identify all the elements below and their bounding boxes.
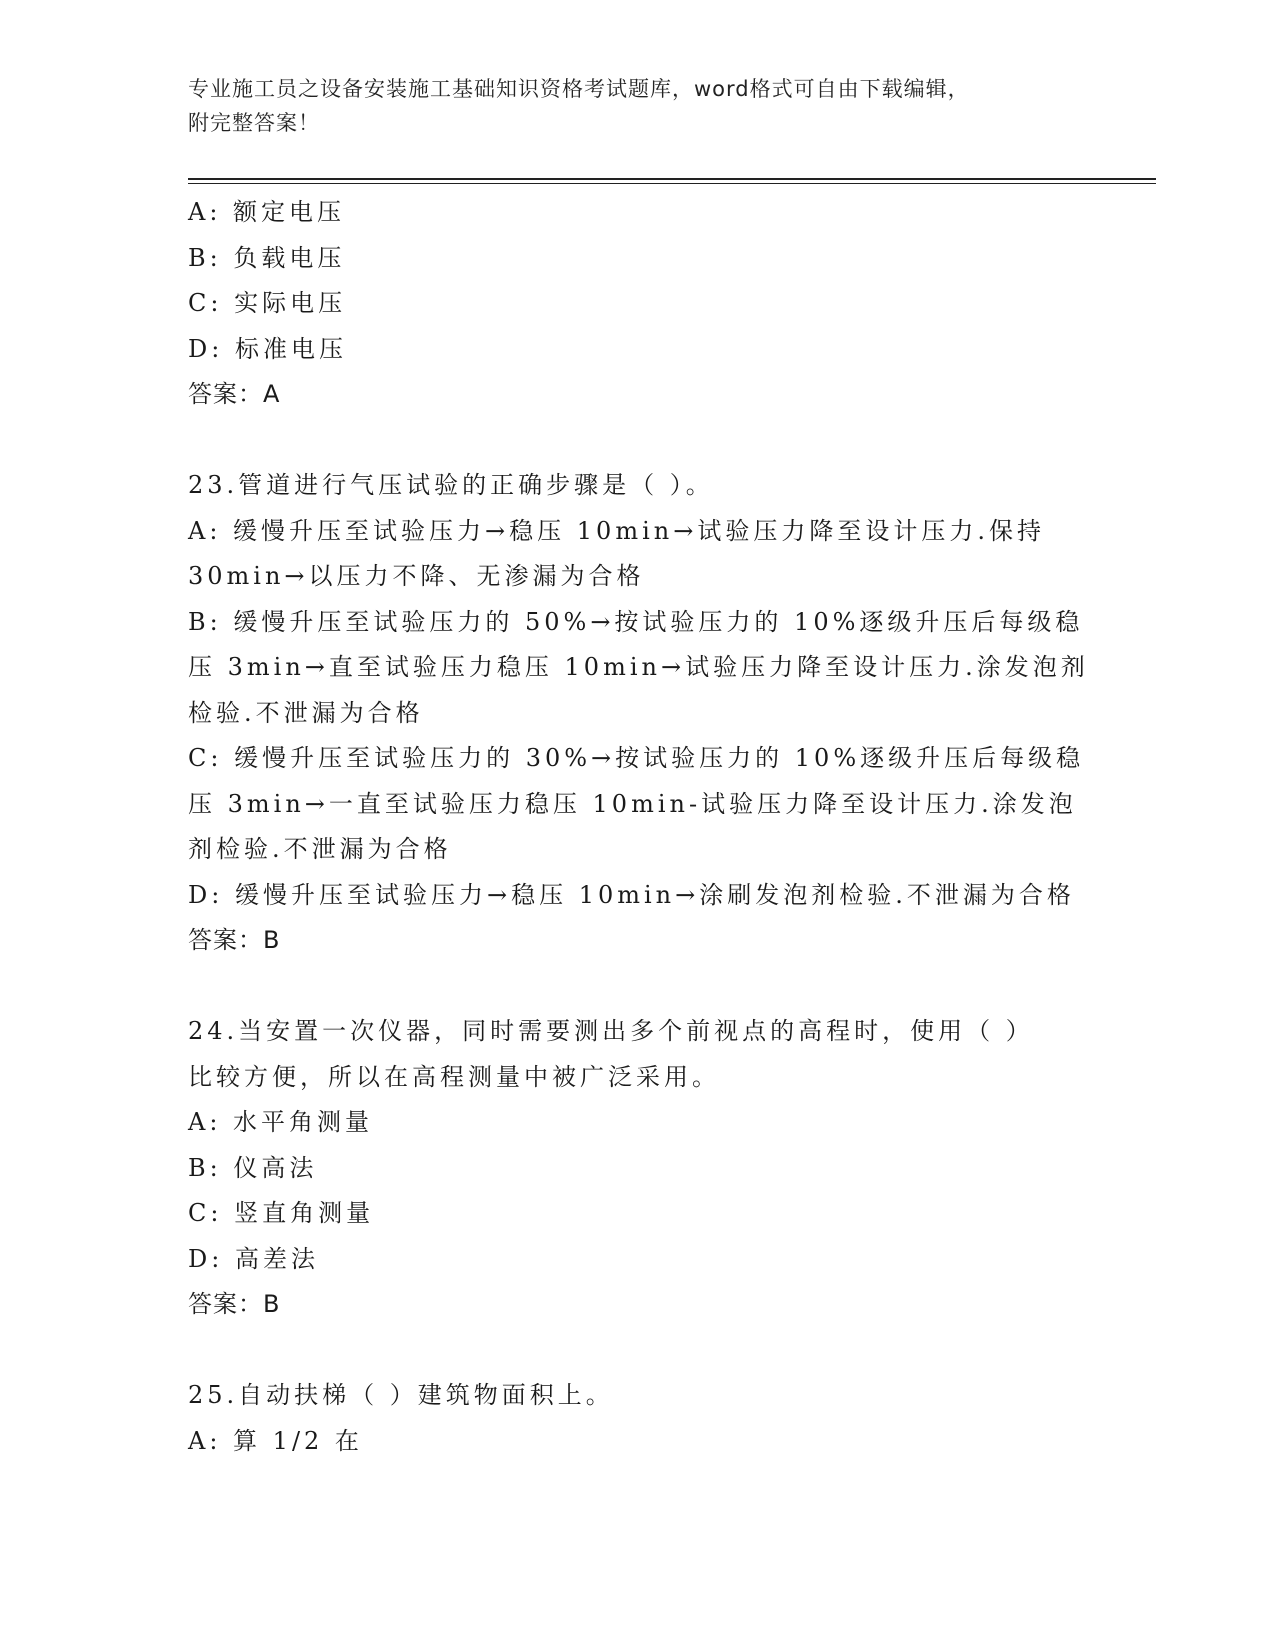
spacer xyxy=(188,1328,1088,1374)
header-line-1: 专业施工员之设备安装施工基础知识资格考试题库，word格式可自由下载编辑， xyxy=(188,77,970,101)
q23-option-b-line3: 检验.不泄漏为合格 xyxy=(188,698,424,727)
q23-option-c-line3: 剂检验.不泄漏为合格 xyxy=(188,835,452,863)
spacer xyxy=(188,418,1088,464)
q22-option-b: B: 负载电压 xyxy=(188,243,346,272)
q24-option-b: B: 仪高法 xyxy=(188,1153,318,1182)
header-divider-thin xyxy=(188,183,1156,184)
q22-option-c: C: 实际电压 xyxy=(188,289,347,317)
q23-option-a-line1: A: 缓慢升压至试验压力→稳压 10min→试验压力降至设计压力.保持 xyxy=(188,516,1045,545)
q22-answer: 答案：A xyxy=(188,380,281,408)
q22-option-d: D: 标准电压 xyxy=(188,334,347,363)
q23-option-c-line1: C: 缓慢升压至试验压力的 30%→按试验压力的 10%逐级升压后每级稳 xyxy=(188,744,1085,772)
q24-option-c: C: 竖直角测量 xyxy=(188,1199,375,1227)
q24-option-d: D: 高差法 xyxy=(188,1244,319,1273)
q23-option-b-line1: B: 缓慢升压至试验压力的 50%→按试验压力的 10%逐级升压后每级稳 xyxy=(188,607,1084,636)
q25-stem: 25.自动扶梯（ ）建筑物面积上。 xyxy=(188,1381,614,1409)
q24-answer: 答案：B xyxy=(188,1290,281,1318)
q23-answer: 答案：B xyxy=(188,926,281,954)
q25-option-a: A: 算 1/2 在 xyxy=(188,1426,363,1455)
document-header xyxy=(188,72,1068,140)
header-divider-thick xyxy=(188,178,1156,180)
q24-stem-line1: 24.当安置一次仪器，同时需要测出多个前视点的高程时，使用（ ） xyxy=(188,1017,1034,1045)
q24-option-a: A: 水平角测量 xyxy=(188,1108,374,1136)
q22-option-a: A: 额定电压 xyxy=(188,198,346,226)
q23-stem: 23.管道进行气压试验的正确步骤是（ ）。 xyxy=(188,471,714,499)
q23-option-d: D: 缓慢升压至试验压力→稳压 10min→涂刷发泡剂检验.不泄漏为合格 xyxy=(188,880,1075,909)
q23-option-b-line2: 压 3min→直至试验压力稳压 10min→试验压力降至设计压力.涂发泡剂 xyxy=(188,653,1089,681)
q23-option-a-line2: 30min→以压力不降、无渗漏为合格 xyxy=(188,562,645,590)
spacer xyxy=(188,964,1088,1010)
question-content xyxy=(188,190,1088,1464)
q24-stem-line2: 比较方便，所以在高程测量中被广泛采用。 xyxy=(188,1062,720,1091)
q23-option-c-line2: 压 3min→一直至试验压力稳压 10min-试验压力降至设计压力.涂发泡 xyxy=(188,789,1077,818)
header-line-2: 附完整答案！ xyxy=(188,111,320,135)
